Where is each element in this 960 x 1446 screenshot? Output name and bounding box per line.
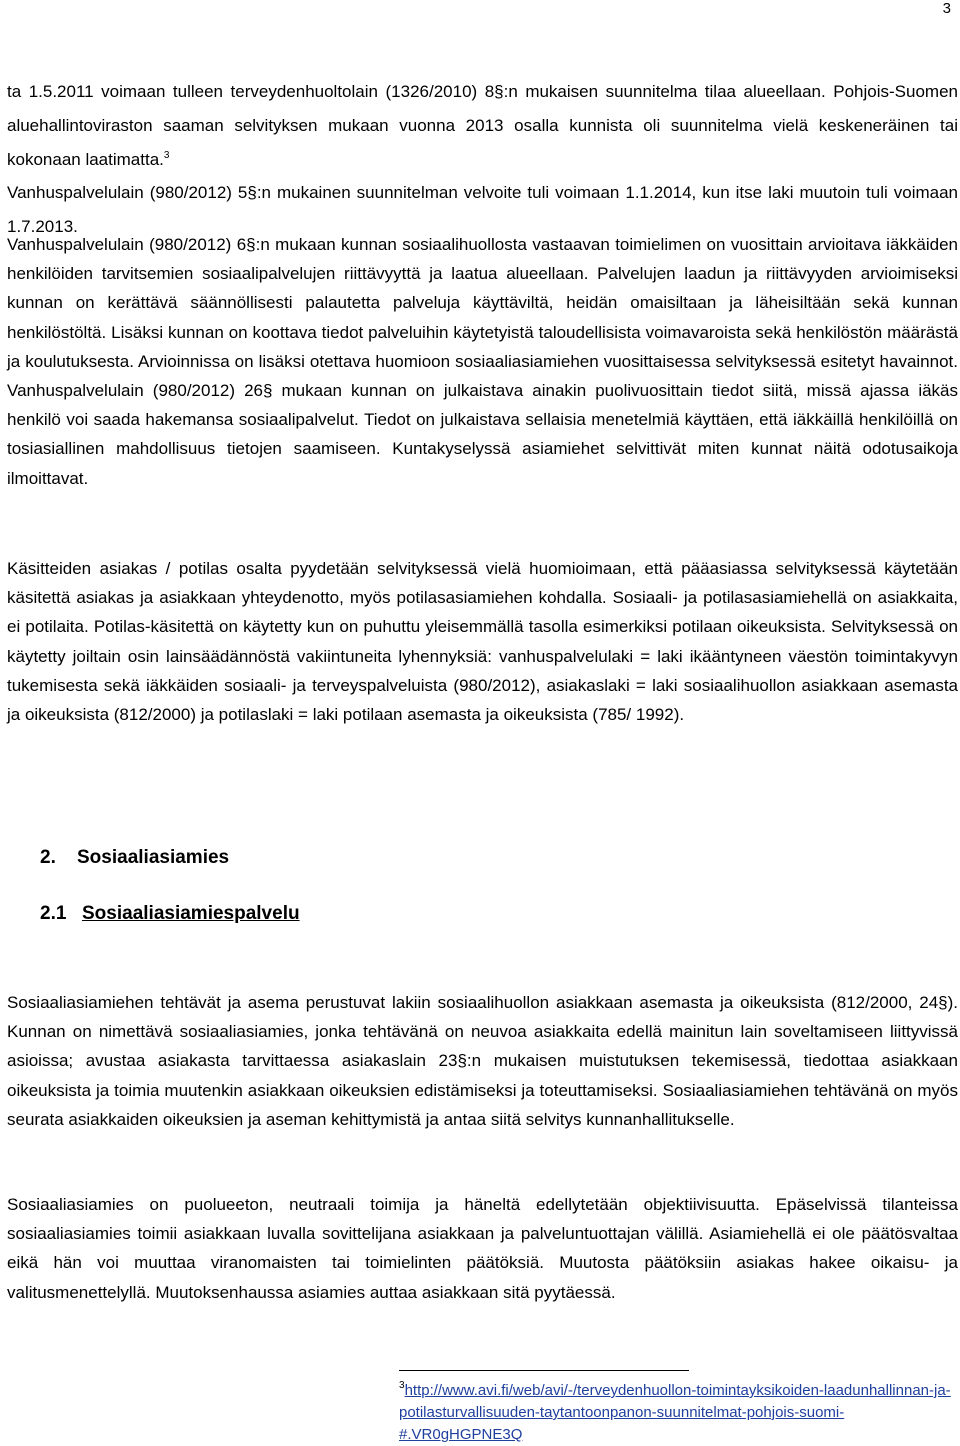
paragraph-planning-law-part-b: Vanhuspalvelulain (980/2012) 5§:n mukainen suunnitelman velvoite tuli voimaan 1.1.2014, kun itse laki muutoin tuli voimaan 1.7.2013.	[7, 183, 958, 237]
section-heading-number: 2.	[40, 847, 56, 868]
paragraph-ombudsman-duties: Sosiaaliasiamiehen tehtävät ja asema perustuvat lakiin sosiaalihuollon asiakkaan asemasta ja oikeuksista (812/2000, 24§). Kunnan on nimettävä sosiaaliasiamies, jonka tehtävänä on neuvoa asiakkaita edellä mainitun lain soveltamiseen liittyvissä asioissa; avustaa asiakasta tarvittaessa asiakaslain 23§:n mukaisen muistutuksen tekemisessä, tiedottaa asiakkaan oikeuksista ja toimia muutenkin asiakkaan oikeuksien edistämiseksi ja toteuttamiseksi. Sosiaaliasiamiehen tehtävänä on myös seurata asiakkaiden oikeuksien ja aseman kehittymistä ja antaa siitä selvitys kunnanhallitukselle.	[7, 993, 958, 1129]
paragraph-planning-law	[7, 75, 958, 244]
section-heading-text: Sosiaaliasiamies	[77, 847, 230, 868]
footnote-marker: 3	[399, 1380, 405, 1391]
footnote-reference: 3	[163, 149, 170, 161]
footnote-link[interactable]: http://www.avi.fi/web/avi/-/terveydenhuollon-toimintayksikoiden-laadunhallinnan-ja-potilasturvallisuuden-taytantoonpanon-suunnitelmat-pohjois-suomi-#.VR0gHGPNE3Q	[399, 1382, 951, 1443]
section-heading	[40, 846, 229, 870]
subsection-heading-number: 2.1	[40, 903, 67, 924]
footnote-separator	[399, 1370, 689, 1371]
paragraph-ombudsman-neutrality: Sosiaaliasiamies on puolueeton, neutraali toimija ja häneltä edellytetään objektiivisuutta. Epäselvissä tilanteissa sosiaaliasiamies toimii asiakkaan luvalla sovittelijana asiakkaan ja palveluntuottajan välillä. Asiamiehellä ei ole päätösvaltaa eikä hän voi muuttaa viranomaisten tai toimielinten päätöksiä. Muutosta päätöksiin asiakas hakee oikaisu- ja valitusmenettelyllä. Muutoksenhaussa asiamies auttaa asiakkaan sitä pyytäessä.	[7, 1195, 958, 1302]
paragraph-assessment: Vanhuspalvelulain (980/2012) 6§:n mukaan kunnan sosiaalihuollosta vastaavan toimielimen on vuosittain arvioitava iäkkäiden henkilöiden tarvitsemien sosiaalipalvelujen riittävyyttä ja laatua alueellaan. Palvelujen laadun ja riittävyyden arvioimiseksi kunnan on kerättävä säännöllisesti palautetta palveluja käyttäviltä, heidän omaisiltaan ja läheisiltään sekä kunnan henkilöstöltä. Lisäksi kunnan on koottava tiedot palveluihin käytetyistä taloudellisista voimavaroista sekä henkilöstön määrästä ja koulutuksesta. Arvioinnissa on lisäksi otettava huomioon sosiaaliasiamiehen vuosittaisessa selvityksessä esitetyt havainnot. Vanhuspalvelulain (980/2012) 26§ mukaan kunnan on julkaistava ainakin puolivuosittain tiedot siitä, missä ajassa iäkäs henkilö voi saada hakemansa sosiaalipalvelut. Tiedot on julkaistava sellaisia menetelmiä käyttäen, että iäkkäillä henkilöillä on tosiasiallinen mahdollisuus tietojen saamiseen. Kuntakyselyssä asiamiehet selvittivät miten kunnat näitä odotusaikoja ilmoittavat.	[7, 235, 958, 488]
subsection-heading-text: Sosiaaliasiamiespalvelu	[82, 903, 300, 924]
page-number: 3	[942, 0, 951, 17]
paragraph-planning-law-part-a: ta 1.5.2011 voimaan tulleen terveydenhuoltolain (1326/2010) 8§:n mukaisen suunnitelma tilaa alueellaan. Pohjois-Suomen aluehallintoviraston saaman selvityksen mukaan vuonna 2013 osalla kunnista oli suunnitelma vielä keskeneräinen tai kokonaan laatimatta.	[7, 82, 958, 169]
paragraph-terminology: Käsitteiden asiakas / potilas osalta pyydetään selvityksessä vielä huomioimaan, että pääasiassa selvityksessä käytetään käsitettä asiakas ja asiakkaan yhteydenotto, myös potilasasiamiehen kohdalla. Sosiaali- ja potilasasiamiehellä on asiakkaita, ei potilaita. Potilas-käsitettä on käytetty kun on puhuttu yleisemmällä tasolla esimerkiksi potilaan oikeuksista. Selvityksessä on käytetty joiltain osin lainsäädännöstä vakiintuneita lyhennyksiä: vanhuspalvelulaki = laki ikääntyneen väestön toimintakyvyn tukemisesta sekä iäkkäiden sosiaali- ja terveyspalveluista (980/2012), asiakaslaki = laki sosiaalihuollon asiakkaan asemasta ja oikeuksista (812/2000) ja potilaslaki = laki potilaan asemasta ja oikeuksista (785/ 1992).	[7, 559, 958, 725]
subsection-heading	[40, 902, 300, 926]
footnote	[399, 1380, 959, 1446]
